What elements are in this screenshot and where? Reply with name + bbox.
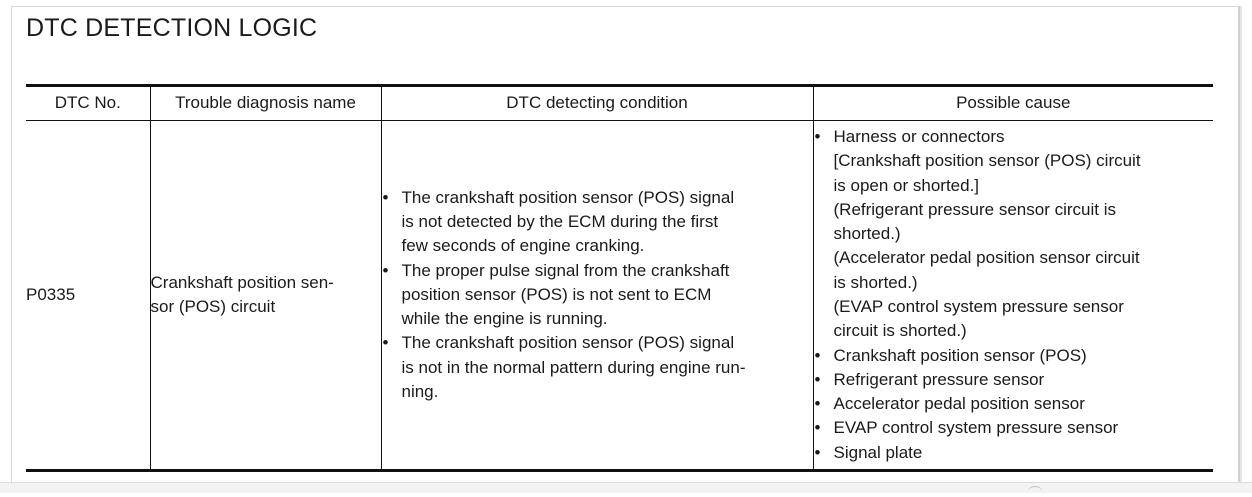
condition-item xyxy=(382,259,813,332)
cause-label: • Harness or connectors xyxy=(833,126,1005,146)
dtc-table xyxy=(26,84,1213,472)
possible-cause xyxy=(813,121,1213,471)
condition-list xyxy=(382,186,813,405)
condition-item xyxy=(382,186,813,259)
header-trouble-diagnosis-name: Trouble diagnosis name xyxy=(150,86,381,121)
cause-detail-line: (Accelerator pedal position sensor circuit xyxy=(833,248,1140,268)
cause-item: • Crankshaft position sensor (POS) xyxy=(814,344,1214,368)
name-line: Crankshaft position sen- xyxy=(150,272,334,292)
cause-detail-line: is open or shorted.] xyxy=(833,175,980,195)
cause-item: • EVAP control system pressure sensor xyxy=(814,416,1214,440)
cause-detail-line: is shorted.) xyxy=(833,272,918,292)
dtc-code: P0335 xyxy=(26,284,76,304)
table-header-row xyxy=(26,86,1213,121)
table-row xyxy=(26,121,1213,471)
cause-detail-line: circuit is shorted.) xyxy=(833,321,967,341)
trouble-diagnosis-name xyxy=(150,121,381,471)
cause-item: • Signal plate xyxy=(814,441,1214,465)
condition-line: while the engine is running. xyxy=(401,309,608,329)
header-detecting-condition: DTC detecting condition xyxy=(381,86,813,121)
header-dtc-no: DTC No. xyxy=(54,93,121,113)
cause-item: • Refrigerant pressure sensor xyxy=(814,368,1214,392)
condition-line: • The crankshaft position sensor (POS) signal xyxy=(401,187,735,207)
condition-line: • The crankshaft position sensor (POS) signal xyxy=(401,333,735,353)
name-line: sor (POS) circuit xyxy=(150,297,276,316)
condition-item xyxy=(382,331,813,404)
section-heading: DTC DETECTION LOGIC xyxy=(26,14,318,42)
cause-detail-line: [Crankshaft position sensor (POS) circuit xyxy=(833,151,1141,171)
cause-detail-line: shorted.) xyxy=(833,224,901,244)
bottom-edge xyxy=(0,482,1252,493)
cause-detail-line: (Refrigerant pressure sensor circuit is xyxy=(833,199,1116,219)
cause-detail-line: (EVAP control system pressure sensor xyxy=(833,297,1124,316)
condition-line: ning. xyxy=(401,382,439,402)
condition-line: is not detected by the ECM during the first xyxy=(401,211,719,231)
cause-item xyxy=(814,125,1214,344)
cause-list xyxy=(814,125,1214,465)
condition-line: is not in the normal pattern during engine run- xyxy=(401,357,746,377)
cause-item: • Accelerator pedal position sensor xyxy=(814,392,1214,416)
condition-line: few seconds of engine cranking. xyxy=(401,236,645,256)
condition-line: position sensor (POS) is not sent to ECM xyxy=(401,284,712,304)
condition-line: • The proper pulse signal from the crankshaft xyxy=(401,260,730,280)
header-possible-cause: Possible cause xyxy=(813,86,1213,121)
detecting-condition xyxy=(381,121,813,471)
